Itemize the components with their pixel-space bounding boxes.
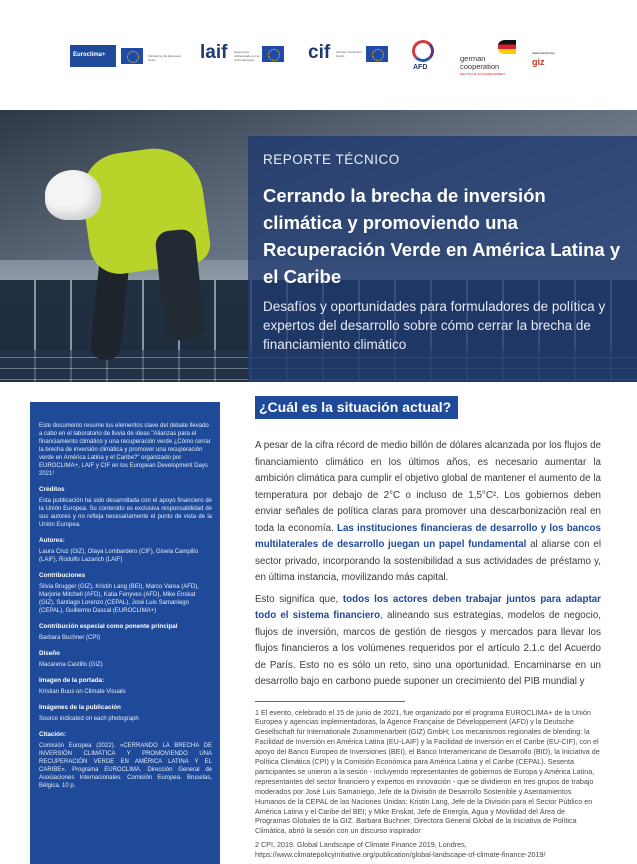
contributions-text: Silvia Brugger (GIZ), Kristin Lang (BEI), Marco Varea (AFD), Marjorie Mitchell (AFD), Katia Fenyves (AFD), Mike Enskat (GIZ), Santiago Lorenzo (CEPAL), José Luis Samaniego (CEPAL), Guillermo Dascal (EUROCLIMA+) [39, 584, 199, 614]
laif-small-text: Documento cofinanciado por la Unión Europea [234, 50, 260, 62]
eu-flag-icon [121, 48, 143, 64]
paragraph-1 [255, 438, 601, 587]
design-text: Macarena Castillo (GIZ) [39, 662, 103, 668]
german-flag-icon [498, 40, 516, 54]
laif-logo-text: laif [200, 42, 228, 63]
paragraph-2-highlight: todos los actores deben trabajar juntos para adaptar todo el sistema financiero [255, 593, 601, 621]
credits-heading: Créditos [39, 486, 65, 493]
hard-hat-icon [45, 170, 101, 220]
footnote-1: 1 El evento, celebrado el 15 de junio de 2021, fue organizado por el programa EUROCLIMA+ de la Unión Europea y agencias implementadoras, la Agence Française de Développement (AFD) y la Deutsche Gesellschaft für Internationale Zusammenarbeit (GIZ) GmbH; Los mecanismos regionales de blending: la Facilidad de Inversión en América Latina (EU-LAIF) y la Facilidad de Inversión en el Caribe (EU-CIF), con el apoyo del Banco Europeo de Inversiones (BEI), el Banco Interamericano de Desarrollo (BID), la Iniciativa de Política Climática (CPI) y la Comisión Económica para América Latina y el Caribe (CEPAL). Sesenta participantes se unieron a la sesión - incluyendo representantes de gobiernos de Europa y América Latina, representantes del sector financiero y expertos en innovación - que se dividieron en tres grupos de trabajo moderados por José Luis Samaniego, Jefe de la División de Desarrollo Sostenible y Asentamientos Humanos de la CEPAL de las Naciones Unidas; Kristin Lang, Jefe de la División para el Sector Público en América Latina y el Caribe del BEI; y Mike Enskat, Jefe de Energía, Agua y Movilidad del Área de Programas Globales de la GIZ. Barbara Buchner, Directora General Global de la Iniciativa de Política Climática, abrió la sesión con un discurso inspirador [255, 707, 600, 836]
euroclima-logo [70, 45, 116, 67]
authors-text: Laura Cruz (GIZ), Olaya Lombardero (CIF), Gisela Campillo (LAIF), Rodolfo Lazarich (LAIF) [39, 549, 199, 563]
paragraph-1-text: A pesar de la cifra récord de medio billón de dólares alcanzada por los flujos de financiamiento climático en los últimos años, es necesario aumentar la ambición climática para cumplir el objetivo global de mantener el aumento de la temperatura por debajo de 2°C o incluso de 1,5°C². Los gobiernos deben enviar señales de política claras para promover una descarbonización real en toda la economía. [255, 440, 601, 534]
implemented-by-text: Implemented by [532, 51, 555, 55]
afd-logo [412, 40, 434, 62]
cif-logo-text: cif [308, 42, 331, 63]
report-type-label: REPORTE TÉCNICO [263, 152, 400, 167]
page-subtitle: Desafíos y oportunidades para formuladores de política y expertos del desarrollo sobre cómo cerrar la brecha de financiamiento climático [263, 299, 606, 352]
paragraph-2 [255, 592, 601, 691]
afd-logo-text: AFD [413, 64, 428, 71]
keynote-text: Barbara Buchner (CPI) [39, 635, 101, 641]
citation-text: Comisión Europea (2022). «CERRANDO LA BRECHA DE INVERSIÓN CLIMÁTICA Y PROMOVIENDO UNA RECUPERACIÓN VERDE EN AMÉRICA LATINA Y EL CARIBE». Programa EUROCLIMA. Dirección General de Asociaciones Internacionales. Comisión Europea. Bruselas, Bélgica. 10 p. [39, 743, 212, 789]
publication-images-heading: Imágenes de la publicación [39, 704, 121, 711]
citation-heading: Citación: [39, 731, 66, 738]
keynote-heading: Contribución especial como ponente principal [39, 623, 178, 630]
cif-logo [308, 42, 330, 64]
partner-logos-strip [0, 0, 637, 100]
authors-heading: Autores: [39, 537, 65, 544]
publication-images-text: Source indicated on each photograph [39, 716, 139, 722]
page-title: Cerrando la brecha de inversión climática y promoviendo una Recuperación Verde en América Latina y el Caribe [263, 185, 621, 287]
eu-flag-icon [366, 46, 388, 62]
giz-logo-text: giz [532, 57, 545, 67]
eu-flag-icon [262, 46, 284, 62]
cover-image-heading: Imagen de la portada: [39, 677, 105, 684]
euroclima-logo-text: Euroclima+ [73, 52, 106, 58]
eu-funded-text: Funded by the European Union [148, 54, 182, 62]
paragraph-1-highlight: Las instituciones financieras de desarrollo y los bancos multilaterales de desarrollo juegan un papel fundamental [255, 522, 601, 550]
footnote-2: 2 CPI, 2019. Global Landscape of Climate Finance 2019, Londres, https://www.climatepolicyinitiative.org/publication/global-landscape-of-climate-finance-2019/ [255, 840, 546, 860]
section-heading: ¿Cuál es la situación actual? [255, 396, 458, 419]
credits-sidebar [30, 402, 220, 864]
german-cooperation-sub: DEUTSCHE ZUSAMMENARBEIT [460, 72, 506, 76]
german-cooperation-text: german cooperation [460, 54, 500, 71]
contributions-heading: Contribuciones [39, 572, 86, 579]
laif-logo [200, 42, 227, 64]
design-heading: Diseño [39, 650, 60, 657]
paragraph-2-text-cont: , alineando sus estrategias, modelos de negocio, flujos de inversión, marcos de gestión de riesgos y mercados para llevar los flujos financieros a los volúmenes requeridos por el artículo 2.1.c del Acuerdo de París. Esto no es sólo un reto, sino una oportunidad. Encaminarse en un desarrollo bajo en carbono puede suponer un crecimiento del PIB mundial y [255, 610, 602, 687]
paragraph-2-text: Esto significa que, [255, 593, 343, 605]
main-content [255, 396, 601, 860]
footnote-divider [255, 701, 405, 702]
cif-small-text: Climate Investment Funds [336, 50, 362, 58]
credits-text: Esta publicación ha sido desarrollada con el apoyo financiero de la Unión Europea. Su contenido es exclusiva responsabilidad de sus autores y no refleja necesariamente el punto de vista de la Unión Europea. [39, 498, 212, 528]
cover-image-text: Kristian Buus on Climate Visuals [39, 689, 126, 695]
sidebar-intro: Este documento resume los elementos clave del debate llevado a cabo en el laboratorio de lluvia de ideas "Alianzas para el financiamiento climático y una recuperación verde ¿Cómo cerrar la brecha de inversión climática y promover una recuperación verde en América Latina y el Caribe?" organizado por EUROCLIMA+, LAIF y CIF en los European Development Days 2021¹ [39, 423, 211, 477]
paragraph-1-text-cont: al aliarse con el sector privado, incorporando la sostenibilidad a sus actividades de préstamo y, en última instancia, movilizando más capital. [255, 539, 601, 583]
